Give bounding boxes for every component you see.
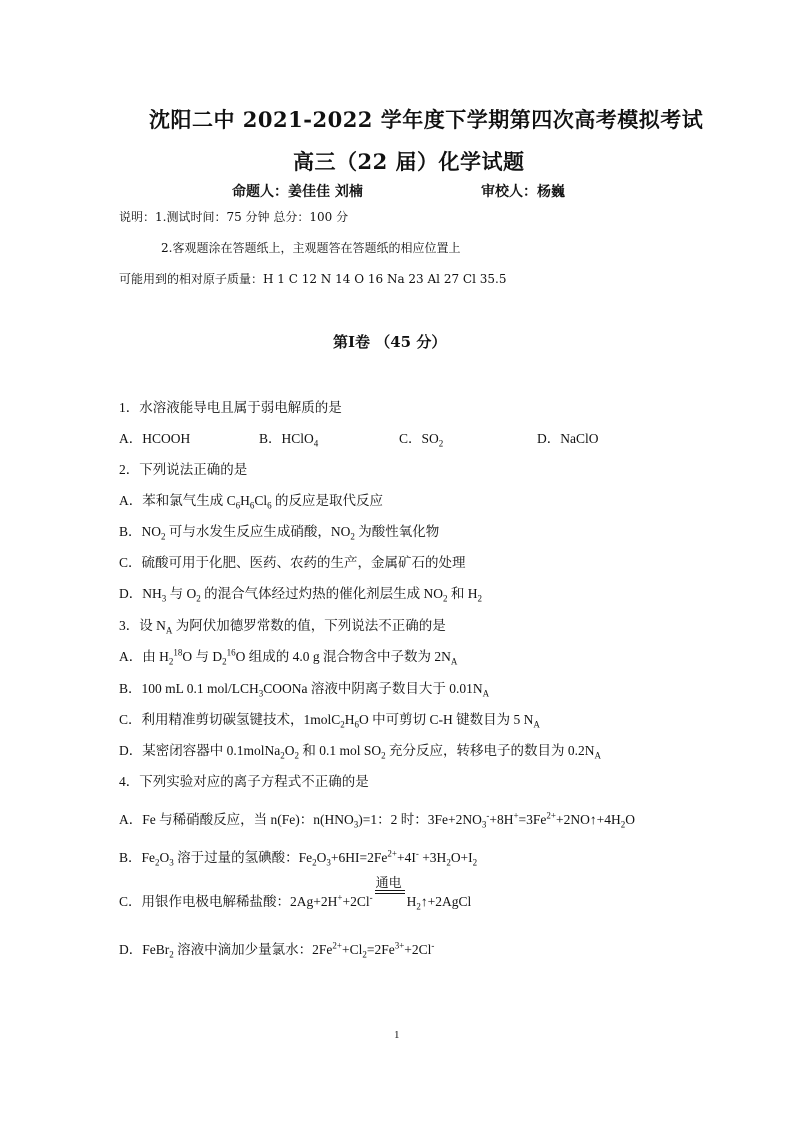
question-3-option-a: A．由 $H_2^{18}O$ 与 $D_2^{16}O$ 组成的 4.0 g 混合物含中子数为 $2N_A$ bbox=[119, 647, 458, 667]
electrolysis-equals-sign bbox=[373, 875, 407, 906]
question-4-option-d: D．FeBr$_2$ 溶液中滴加少量氯水：$2Fe^{2+}+Cl_2=2Fe^{3+}+2Cl^-$ bbox=[119, 940, 435, 960]
question-4-option-a: A．Fe 与稀硝酸反应，当 n(Fe)：$n(HNO_3)=1$：2 时：$3Fe+2NO_3^-+8H^+=3Fe^{2+}+2NO↑+4H_2O$ bbox=[119, 810, 635, 830]
question-4-option-c: C．用银作电极电解稀盐酸：2Ag+2H++2Cl- 通电 $H_2↑+2AgCl$ bbox=[119, 890, 471, 910]
exam-title: 沈阳二中 2021-2022 学年度下学期第四次高考模拟考试 bbox=[149, 107, 704, 132]
question-1-option-d: D．NaClO bbox=[537, 431, 599, 446]
electrolysis-condition: 通电 bbox=[375, 875, 402, 890]
note-line-1: 说明：1.测试时间：75 分钟 总分：100 分 bbox=[119, 210, 349, 224]
question-1-option-c: C．$SO_2$ bbox=[399, 431, 444, 449]
question-2-option-b: B．$NO_2$ 可与水发生反应生成硝酸，$NO_2$ 为酸性氧化物 bbox=[119, 524, 440, 542]
note-line-2: 2.客观题涂在答题纸上，主观题答在答题纸的相应位置上 bbox=[161, 241, 461, 255]
reviewer: 审校人：杨巍 bbox=[481, 184, 565, 200]
question-4-option-b: B．$Fe_2O_3$ 溶于过量的氢碘酸：$Fe_2O_3+6HI=2Fe^{2+}+4I^- +3H_2O+I_2$ bbox=[119, 848, 478, 868]
atomic-masses: 可能用到的相对原子质量：H 1 C 12 N 14 O 16 Na 23 Al 27 Cl 35.5 bbox=[119, 272, 507, 286]
question-3-option-c: C．利用精准剪切碳氢键技术，$1molC_2H_6O$ 中可剪切 C-H 键数目为 5 $N_A$ bbox=[119, 712, 540, 730]
exam-subtitle: 高三（22 届）化学试题 bbox=[293, 149, 525, 174]
question-3-option-b: B．100 mL 0.1 mol/$LCH_3COONa$ 溶液中阴离子数目大于 $0.01N_A$ bbox=[119, 681, 490, 699]
section-title: 第Ⅰ卷 （45 分） bbox=[333, 333, 447, 351]
authors: 命题人：姜佳佳 刘楠 bbox=[232, 184, 363, 200]
question-1-option-a: A．HCOOH bbox=[119, 431, 191, 446]
question-3-option-d: D．某密闭容器中 $0.1molNa_2O_2$ 和 0.1 mol $SO_2$ 充分反应，转移电子的数目为 $0.2N_A$ bbox=[119, 743, 602, 761]
question-4-stem: 4．下列实验对应的离子方程式不正确的是 bbox=[119, 774, 369, 789]
page-number: 1 bbox=[394, 1029, 400, 1041]
question-2-stem: 2．下列说法正确的是 bbox=[119, 462, 248, 477]
question-1-stem: 1．水溶液能导电且属于弱电解质的是 bbox=[119, 400, 342, 415]
question-2-option-a: A．苯和氯气生成 $C_6H_6Cl_6$ 的反应是取代反应 bbox=[119, 493, 384, 511]
question-2-option-c: C．硫酸可用于化肥、医药、农药的生产，金属矿石的处理 bbox=[119, 555, 466, 570]
question-2-option-d: D．$NH_3$ 与 $O_2$ 的混合气体经过灼热的催化剂层生成 $NO_2$ 和 $H_2$ bbox=[119, 586, 482, 604]
question-1-option-b: B．HClO$_4$ bbox=[259, 431, 319, 449]
question-3-stem: 3．设 $N_A$ 为阿伏加德罗常数的值，下列说法不正确的是 bbox=[119, 618, 446, 636]
